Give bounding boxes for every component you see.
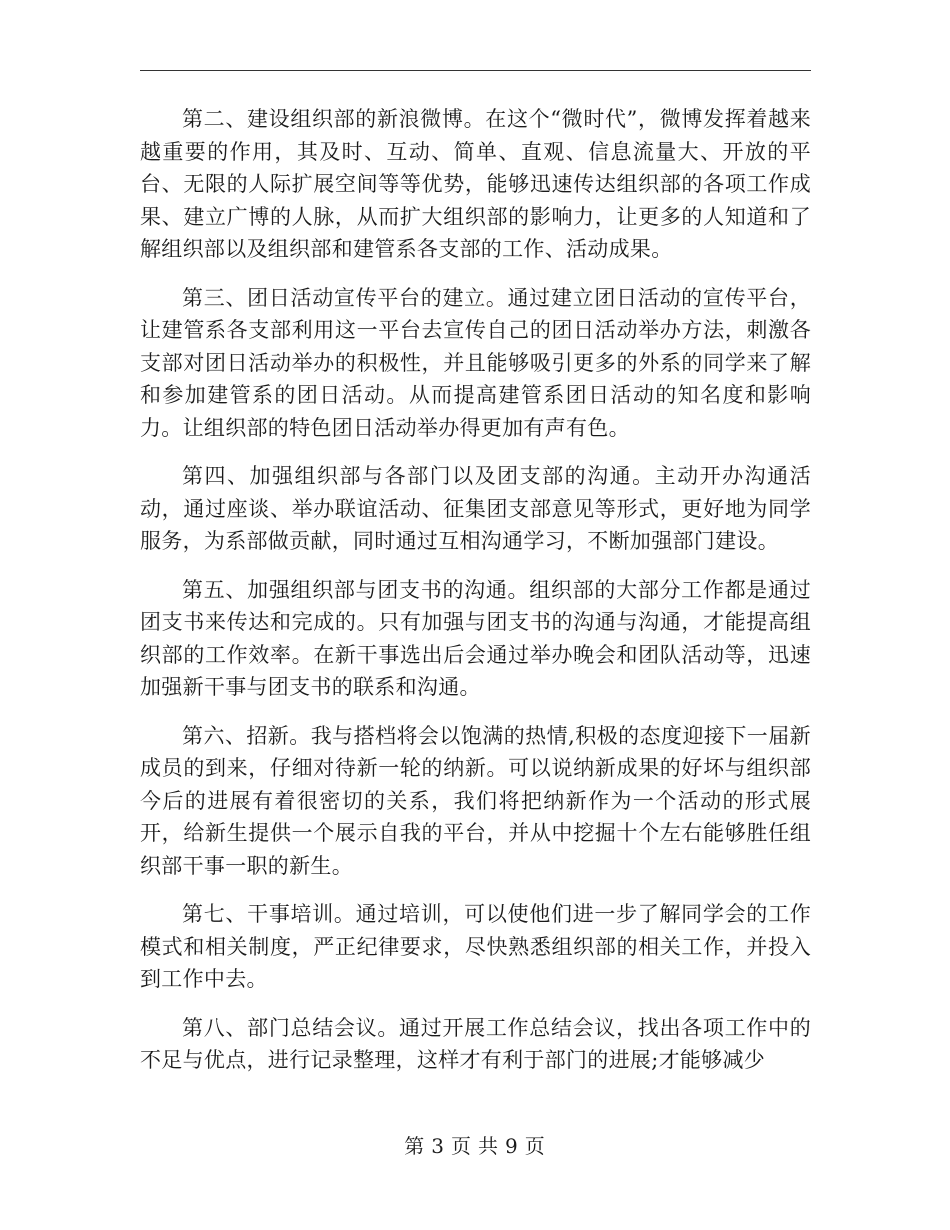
paragraph-staff-training: 第七、干事培训。通过培训，可以使他们进一步了解同学会的工作模式和相关制度，严正纪律要求，尽快熟悉组织部的相关工作，并投入到工作中去。 xyxy=(140,902,811,991)
footer-prefix: 第 xyxy=(404,1134,426,1158)
paragraph-weibo: 第二、建设组织部的新浪微博。在这个“微时代”，微博发挥着越来越重要的作用，其及时、互动、简单、直观、信息流量大、开放的平台、无限的人际扩展空间等等优势，能够迅速传达组织部的各项工作成果、建立广博的人脉，从而扩大组织部的影响力，让更多的人知道和了解组织部以及组织部和建管系各支部的工作、活动成果。 xyxy=(140,107,811,261)
total-pages-number: 9 xyxy=(505,1134,519,1158)
paragraph-summary-meeting: 第八、部门总结会议。通过开展工作总结会议，找出各项工作中的不足与优点，进行记录整理，这样才有利于部门的进展;才能够减少 xyxy=(140,1015,811,1072)
header-divider xyxy=(140,70,811,71)
paragraph-secretary-communication: 第五、加强组织部与团支书的沟通。组织部的大部分工作都是通过团支书来传达和完成的。只有加强与团支书的沟通与沟通，才能提高组织部的工作效率。在新干事选出后会通过举办晚会和团队活动等，迅速加强新干事与团支书的联系和沟通。 xyxy=(140,577,811,699)
footer-page-word: 页 xyxy=(451,1134,472,1158)
paragraph-recruitment: 第六、招新。我与搭档将会以饱满的热情,积极的态度迎接下一届新成员的到来，仔细对待新一轮的纳新。可以说纳新成果的好坏与组织部今后的进展有着很密切的关系，我们将把纳新作为一个活动的形式展开，给新生提供一个展示自我的平台，并从中挖掘十个左右能够胜任组织部干事一职的新生。 xyxy=(140,723,811,878)
page-number-footer xyxy=(0,1130,950,1159)
footer-total-word: 共 xyxy=(478,1134,499,1158)
footer-suffix: 页 xyxy=(524,1134,546,1158)
paragraph-department-communication: 第四、加强组织部与各部门以及团支部的沟通。主动开办沟通活动，通过座谈、举办联谊活动、征集团支部意见等形式，更好地为同学服务，为系部做贡献，同时通过互相沟通学习，不断加强部门建设。 xyxy=(140,464,811,553)
document-body xyxy=(140,103,811,1093)
current-page-number: 3 xyxy=(431,1134,445,1158)
paragraph-league-day-platform: 第三、团日活动宣传平台的建立。通过建立团日活动的宣传平台，让建管系各支部利用这一平台去宣传自己的团日活动举办方法，刺激各支部对团日活动举办的积极性，并且能够吸引更多的外系的同学来了解和参加建管系的团日活动。从而提高建管系团日活动的知名度和影响力。让组织部的特色团日活动举办得更加有声有色。 xyxy=(140,285,811,440)
